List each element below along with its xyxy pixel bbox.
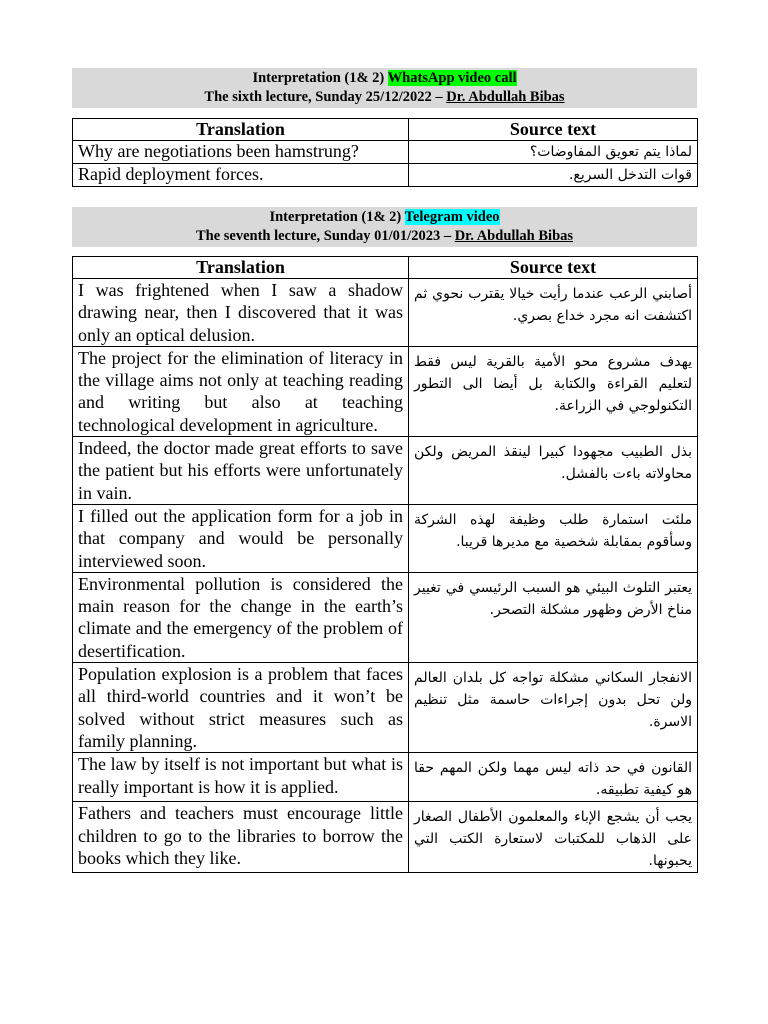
lecturer-name: Dr. Abdullah Bibas	[446, 89, 565, 105]
table-row	[73, 504, 698, 572]
section2-title: Interpretation (1& 2) Telegram video	[269, 209, 500, 225]
translation-cell: Environmental pollution is considered the main reason for the change in the earth’s climate and the emergency of the problem of desertification.	[73, 572, 409, 662]
section2-subtitle: The seventh lecture, Sunday 01/01/2023 – Dr. Abdullah Bibas	[195, 228, 574, 244]
translation-cell: Population explosion is a problem that faces all third-world countries and it won’t be solved without strict measures such as family planning.	[73, 663, 409, 753]
table-row	[73, 346, 698, 436]
source-cell: يهدف مشروع محو الأمية بالقرية ليس فقط لتعليم القراءة والكتابة بل أيضا الى التطور التكنولوجي في الزراعة.	[409, 346, 698, 436]
translation-cell: The law by itself is not important but what is really important is how it is applied.	[73, 753, 409, 802]
table-header-row	[73, 257, 698, 279]
translation-cell: Why are negotiations been hamstrung?	[73, 141, 409, 164]
column-header-source-text: Source text	[409, 257, 698, 279]
table-row	[73, 572, 698, 662]
translation-cell: Indeed, the doctor made great efforts to save the patient but his efforts were unfortunately in vain.	[73, 437, 409, 505]
table-row	[73, 753, 698, 802]
telegram-video-highlight: Telegram video	[404, 209, 500, 225]
source-cell: يجب أن يشجع الإباء والمعلمون الأطفال الصغار على الذهاب للمكتبات لاستعارة الكتب التي يحبونها.	[409, 802, 698, 873]
column-header-translation: Translation	[73, 257, 409, 279]
translation-cell: Fathers and teachers must encourage little children to go to the libraries to borrow the books which they like.	[73, 802, 409, 873]
source-cell: قوات التدخل السريع.	[409, 164, 698, 187]
table-row	[73, 141, 698, 164]
source-cell: القانون في حد ذاته ليس مهما ولكن المهم حقا هو كيفية تطبيقه.	[409, 753, 698, 802]
section1-subtitle: The sixth lecture, Sunday 25/12/2022 – Dr. Abdullah Bibas	[204, 89, 565, 105]
source-cell: بذل الطبيب مجهودا كبيرا لينقذ المريض ولكن محاولاته باءت بالفشل.	[409, 437, 698, 505]
source-cell: لماذا يتم تعويق المفاوضات؟	[409, 141, 698, 164]
section2-table	[72, 256, 698, 873]
table-header-row	[73, 119, 698, 141]
table-row	[73, 802, 698, 873]
source-cell: الانفجار السكاني مشكلة تواجه كل بلدان العالم ولن تحل بدون إجراءات حاسمة مثل تنظيم الاسرة.	[409, 663, 698, 753]
section1-table	[72, 118, 698, 187]
table-row	[73, 164, 698, 187]
lecturer-name: Dr. Abdullah Bibas	[454, 228, 574, 244]
source-cell: يعتبر التلوث البيئي هو السبب الرئيسي في تغيير مناخ الأرض وظهور مشكلة التصحر.	[409, 572, 698, 662]
source-cell: أصابني الرعب عندما رأيت خيالا يقترب نحوي ثم اكتشفت انه مجرد خداع بصري.	[409, 279, 698, 347]
section2-header	[72, 207, 697, 247]
translation-cell: I filled out the application form for a job in that company and would be personally interviewed soon.	[73, 504, 409, 572]
whatsapp-video-call-highlight: WhatsApp video call	[387, 70, 517, 86]
translation-cell: Rapid deployment forces.	[73, 164, 409, 187]
translation-cell: I was frightened when I saw a shadow drawing near, then I discovered that it was only an optical delusion.	[73, 279, 409, 347]
section1-title: Interpretation (1& 2) WhatsApp video call	[252, 70, 517, 86]
column-header-source-text: Source text	[409, 119, 698, 141]
table-row	[73, 663, 698, 753]
table-row	[73, 279, 698, 347]
source-cell: ملئت استمارة طلب وظيفة لهذه الشركة وسأقوم بمقابلة شخصية مع مديرها قريبا.	[409, 504, 698, 572]
section1-header	[72, 68, 697, 108]
table-row	[73, 437, 698, 505]
column-header-translation: Translation	[73, 119, 409, 141]
translation-cell: The project for the elimination of literacy in the village aims not only at teaching reading and writing but also at teaching technological development in agriculture.	[73, 346, 409, 436]
